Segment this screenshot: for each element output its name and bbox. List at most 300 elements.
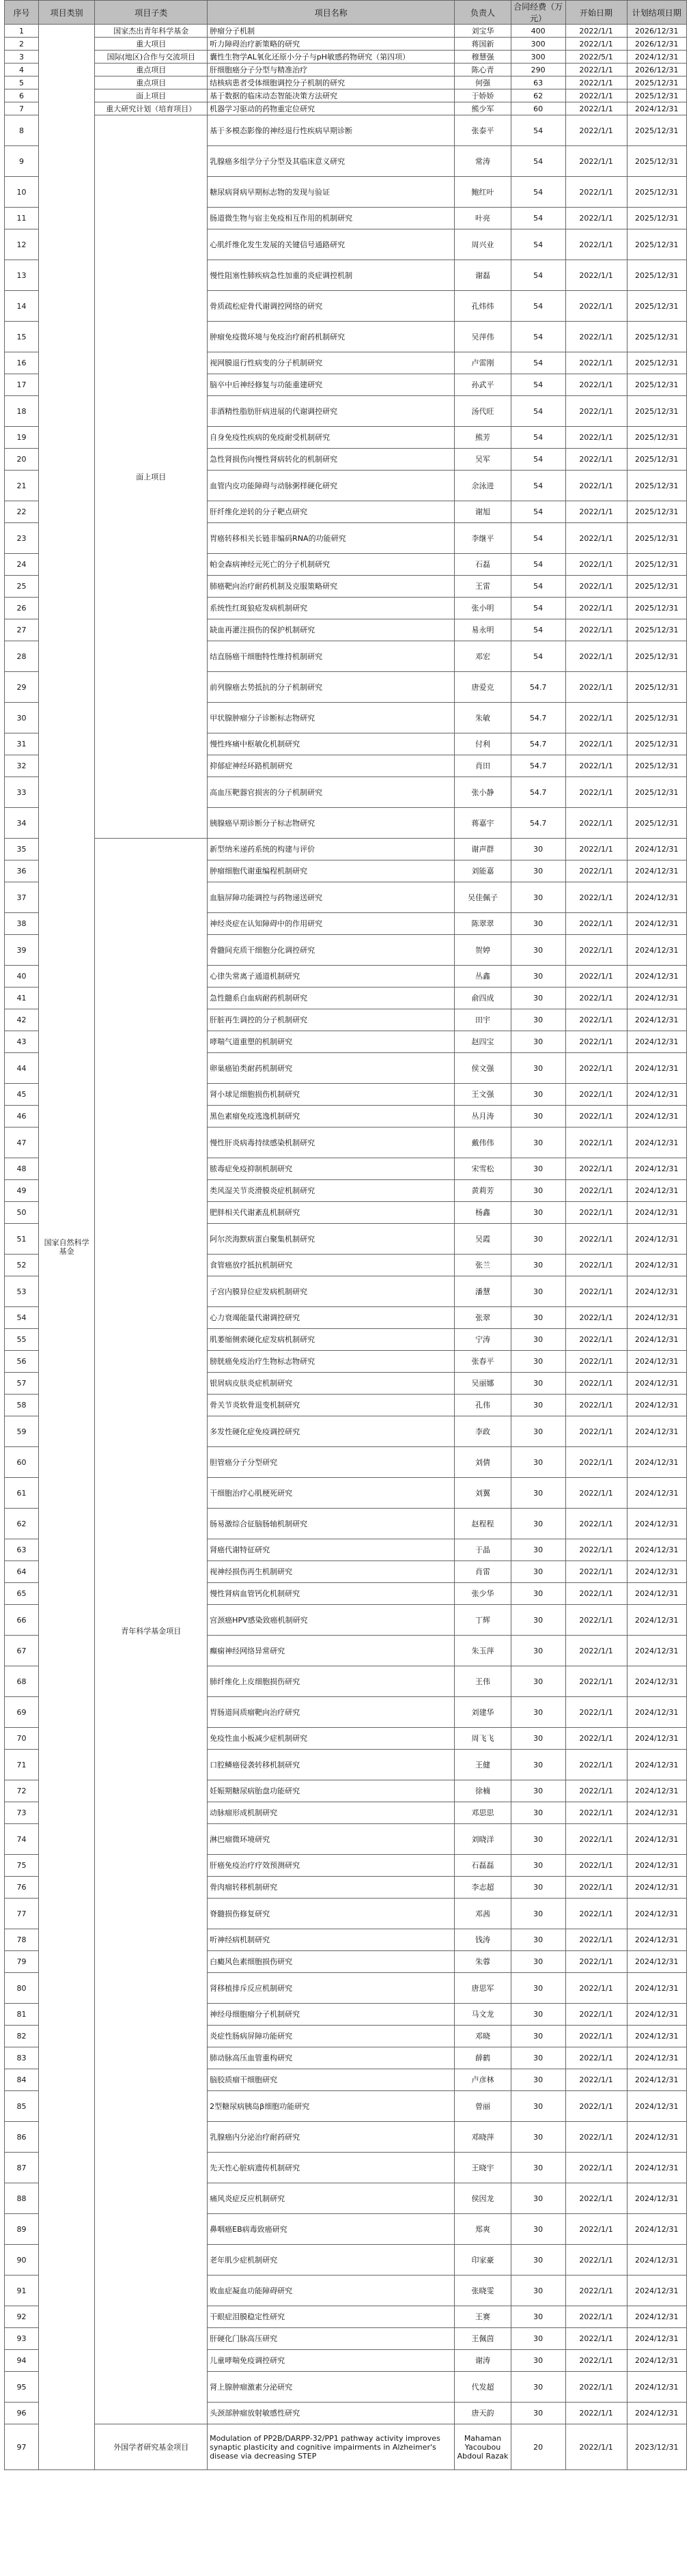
row-index: 75 bbox=[5, 1855, 39, 1877]
project-leader: 吴萍伟 bbox=[455, 322, 511, 352]
row-index: 93 bbox=[5, 2328, 39, 2350]
project-fund: 30 bbox=[511, 935, 565, 966]
row-index: 15 bbox=[5, 322, 39, 352]
project-name: 黑色素瘤免疫逃逸机制研究 bbox=[208, 1106, 455, 1128]
project-leader: 熊芳 bbox=[455, 427, 511, 449]
start-date: 2022/1/1 bbox=[565, 1255, 627, 1276]
end-date: 2025/12/31 bbox=[627, 619, 686, 641]
start-date: 2022/1/1 bbox=[565, 374, 627, 396]
project-leader: 张春平 bbox=[455, 1351, 511, 1373]
start-date: 2022/1/1 bbox=[565, 1053, 627, 1084]
row-index: 37 bbox=[5, 882, 39, 913]
start-date: 2022/1/1 bbox=[565, 1728, 627, 1750]
project-leader: 叶亮 bbox=[455, 208, 511, 229]
project-fund: 54 bbox=[511, 501, 565, 523]
project-fund: 62 bbox=[511, 89, 565, 102]
start-date: 2022/1/1 bbox=[565, 1929, 627, 1951]
start-date: 2022/1/1 bbox=[565, 1158, 627, 1180]
project-name: 口腔鳞癌侵袭转移机制研究 bbox=[208, 1750, 455, 1780]
end-date: 2024/12/31 bbox=[627, 1447, 686, 1478]
project-name: 膀胱癌免疫治疗生物标志物研究 bbox=[208, 1351, 455, 1373]
project-leader: 俞四成 bbox=[455, 988, 511, 1009]
project-leader: 张小明 bbox=[455, 598, 511, 619]
end-date: 2024/12/31 bbox=[627, 1329, 686, 1351]
project-name: 痛风炎症反应机制研究 bbox=[208, 2183, 455, 2214]
project-fund: 54 bbox=[511, 229, 565, 260]
project-name: 听力障碍治疗新策略的研究 bbox=[208, 38, 455, 51]
project-fund: 30 bbox=[511, 1276, 565, 1307]
project-fund: 30 bbox=[511, 1373, 565, 1395]
start-date: 2022/1/1 bbox=[565, 733, 627, 755]
project-name: 肾癌代谢特征研究 bbox=[208, 1539, 455, 1561]
start-date: 2022/1/1 bbox=[565, 1636, 627, 1666]
end-date: 2025/12/31 bbox=[627, 523, 686, 554]
project-leader: 刘建华 bbox=[455, 1697, 511, 1728]
start-date: 2022/1/1 bbox=[565, 966, 627, 988]
project-fund: 54 bbox=[511, 449, 565, 471]
end-date: 2024/12/31 bbox=[627, 1084, 686, 1106]
project-fund: 30 bbox=[511, 913, 565, 935]
project-name: 肿瘤免疫微环境与免疫治疗耐药机制研究 bbox=[208, 322, 455, 352]
end-date: 2024/12/31 bbox=[627, 1750, 686, 1780]
project-leader: 张兰 bbox=[455, 1255, 511, 1276]
end-date: 2024/12/31 bbox=[627, 1416, 686, 1447]
project-fund: 30 bbox=[511, 1180, 565, 1202]
start-date: 2022/1/1 bbox=[565, 396, 627, 427]
project-leader: 卢彦林 bbox=[455, 2069, 511, 2091]
row-index: 17 bbox=[5, 374, 39, 396]
end-date: 2024/12/31 bbox=[627, 1605, 686, 1636]
project-fund: 30 bbox=[511, 1802, 565, 1824]
project-name: 乳腺癌多组学分子分型及其临床意义研究 bbox=[208, 146, 455, 177]
start-date: 2022/1/1 bbox=[565, 146, 627, 177]
end-date: 2024/12/31 bbox=[627, 1307, 686, 1329]
end-date: 2025/12/31 bbox=[627, 576, 686, 598]
end-date: 2025/12/31 bbox=[627, 598, 686, 619]
project-leader: 穆慧强 bbox=[455, 51, 511, 64]
start-date: 2022/1/1 bbox=[565, 1973, 627, 2004]
header-end-date: 计划结项日期 bbox=[627, 1, 686, 25]
end-date: 2024/12/31 bbox=[627, 1509, 686, 1539]
start-date: 2022/1/1 bbox=[565, 554, 627, 576]
project-fund: 30 bbox=[511, 2350, 565, 2372]
project-fund: 54 bbox=[511, 598, 565, 619]
project-fund: 30 bbox=[511, 1395, 565, 1416]
start-date: 2022/1/1 bbox=[565, 1128, 627, 1158]
project-name: 卵巢癌铂类耐药机制研究 bbox=[208, 1053, 455, 1084]
row-index: 33 bbox=[5, 777, 39, 808]
row-index: 4 bbox=[5, 64, 39, 76]
project-leader: 李继平 bbox=[455, 523, 511, 554]
project-name: 肿瘤细胞代谢重编程机制研究 bbox=[208, 860, 455, 882]
project-leader: 李政 bbox=[455, 1416, 511, 1447]
project-fund: 30 bbox=[511, 2328, 565, 2350]
project-fund: 30 bbox=[511, 1255, 565, 1276]
project-name: 癫痫神经网络异常研究 bbox=[208, 1636, 455, 1666]
end-date: 2024/12/31 bbox=[627, 1351, 686, 1373]
project-name: 结核病患者受体细胞调控分子机制的研究 bbox=[208, 76, 455, 89]
end-date: 2025/12/31 bbox=[627, 449, 686, 471]
row-index: 97 bbox=[5, 2424, 39, 2470]
start-date: 2022/1/1 bbox=[565, 1750, 627, 1780]
end-date: 2024/12/31 bbox=[627, 1824, 686, 1855]
start-date: 2022/1/1 bbox=[565, 2004, 627, 2026]
project-name: 骨髓间充质干细胞分化调控研究 bbox=[208, 935, 455, 966]
row-index: 28 bbox=[5, 641, 39, 672]
start-date: 2022/1/1 bbox=[565, 1224, 627, 1255]
row-index: 30 bbox=[5, 703, 39, 733]
row-index: 81 bbox=[5, 2004, 39, 2026]
row-index: 64 bbox=[5, 1561, 39, 1583]
start-date: 2022/1/1 bbox=[565, 352, 627, 374]
row-index: 43 bbox=[5, 1031, 39, 1053]
project-fund: 30 bbox=[511, 2047, 565, 2069]
project-fund: 30 bbox=[511, 988, 565, 1009]
project-leader: 王佩茵 bbox=[455, 2328, 511, 2350]
project-leader: 侯文强 bbox=[455, 1053, 511, 1084]
end-date: 2024/12/31 bbox=[627, 1395, 686, 1416]
row-index: 44 bbox=[5, 1053, 39, 1084]
start-date: 2022/1/1 bbox=[565, 2276, 627, 2306]
table-row bbox=[5, 839, 687, 860]
project-fund: 30 bbox=[511, 1636, 565, 1666]
project-name: 胆管癌分子分型研究 bbox=[208, 1447, 455, 1478]
start-date: 2022/1/1 bbox=[565, 177, 627, 208]
row-index: 59 bbox=[5, 1416, 39, 1447]
row-index: 67 bbox=[5, 1636, 39, 1666]
row-index: 41 bbox=[5, 988, 39, 1009]
project-leader: 于晶 bbox=[455, 1539, 511, 1561]
start-date: 2022/1/1 bbox=[565, 1877, 627, 1899]
project-leader: 赵四宝 bbox=[455, 1031, 511, 1053]
row-index: 84 bbox=[5, 2069, 39, 2091]
project-fund: 30 bbox=[511, 2026, 565, 2047]
row-index: 86 bbox=[5, 2122, 39, 2153]
row-index: 87 bbox=[5, 2153, 39, 2183]
end-date: 2024/12/31 bbox=[627, 1583, 686, 1605]
start-date: 2022/1/1 bbox=[565, 2183, 627, 2214]
project-fund: 54 bbox=[511, 374, 565, 396]
start-date: 2022/1/1 bbox=[565, 260, 627, 291]
project-leader: 宋雪松 bbox=[455, 1158, 511, 1180]
project-name: 肺癌靶向治疗耐药机制及克服策略研究 bbox=[208, 576, 455, 598]
row-index: 14 bbox=[5, 291, 39, 322]
start-date: 2022/1/1 bbox=[565, 2122, 627, 2153]
start-date: 2022/1/1 bbox=[565, 1666, 627, 1697]
row-index: 45 bbox=[5, 1084, 39, 1106]
start-date: 2022/1/1 bbox=[565, 208, 627, 229]
row-index: 46 bbox=[5, 1106, 39, 1128]
project-leader: 李志超 bbox=[455, 1877, 511, 1899]
project-fund: 54.7 bbox=[511, 777, 565, 808]
project-fund: 30 bbox=[511, 1973, 565, 2004]
end-date: 2024/12/31 bbox=[627, 51, 686, 64]
end-date: 2024/12/31 bbox=[627, 2122, 686, 2153]
start-date: 2022/1/1 bbox=[565, 291, 627, 322]
project-fund: 63 bbox=[511, 76, 565, 89]
row-index: 29 bbox=[5, 672, 39, 703]
project-leader: 马文龙 bbox=[455, 2004, 511, 2026]
row-index: 23 bbox=[5, 523, 39, 554]
project-leader: 王文强 bbox=[455, 1084, 511, 1106]
project-name: 胰腺癌早期诊断分子标志物研究 bbox=[208, 808, 455, 839]
project-name: 机器学习驱动的药物重定位研究 bbox=[208, 102, 455, 115]
end-date: 2024/12/31 bbox=[627, 988, 686, 1009]
row-index: 60 bbox=[5, 1447, 39, 1478]
start-date: 2022/1/1 bbox=[565, 1509, 627, 1539]
project-name: 淋巴瘤微环境研究 bbox=[208, 1824, 455, 1855]
row-index: 40 bbox=[5, 966, 39, 988]
start-date: 2022/1/1 bbox=[565, 839, 627, 860]
project-name: 血脑屏障功能调控与药物递送研究 bbox=[208, 882, 455, 913]
project-subcategory: 重大项目 bbox=[95, 38, 208, 51]
start-date: 2022/1/1 bbox=[565, 501, 627, 523]
row-index: 47 bbox=[5, 1128, 39, 1158]
end-date: 2024/12/31 bbox=[627, 1899, 686, 1929]
project-fund: 54 bbox=[511, 352, 565, 374]
project-subcategory: 国际(地区)合作与交流项目 bbox=[95, 51, 208, 64]
project-leader: 邓晓萍 bbox=[455, 2122, 511, 2153]
end-date: 2024/12/31 bbox=[627, 1053, 686, 1084]
project-name: 急性肾损伤向慢性肾病转化的机制研究 bbox=[208, 449, 455, 471]
end-date: 2024/12/31 bbox=[627, 2183, 686, 2214]
start-date: 2022/1/1 bbox=[565, 777, 627, 808]
project-fund: 30 bbox=[511, 1158, 565, 1180]
end-date: 2024/12/31 bbox=[627, 935, 686, 966]
project-leader: 张晓雯 bbox=[455, 2276, 511, 2306]
end-date: 2025/12/31 bbox=[627, 641, 686, 672]
table-row bbox=[5, 76, 687, 89]
project-leader: 付利 bbox=[455, 733, 511, 755]
project-name: 帕金森病神经元死亡的分子机制研究 bbox=[208, 554, 455, 576]
project-leader: 石磊磊 bbox=[455, 1855, 511, 1877]
end-date: 2023/12/31 bbox=[627, 2424, 686, 2470]
row-index: 95 bbox=[5, 2372, 39, 2403]
end-date: 2024/12/31 bbox=[627, 1478, 686, 1509]
start-date: 2022/1/1 bbox=[565, 1009, 627, 1031]
project-name: 结直肠癌干细胞特性维持机制研究 bbox=[208, 641, 455, 672]
start-date: 2022/1/1 bbox=[565, 1697, 627, 1728]
project-name: 乳腺癌内分泌治疗耐药研究 bbox=[208, 2122, 455, 2153]
row-index: 96 bbox=[5, 2403, 39, 2424]
start-date: 2022/1/1 bbox=[565, 1202, 627, 1224]
end-date: 2024/12/31 bbox=[627, 2153, 686, 2183]
project-name: 甲状腺肿瘤分子诊断标志物研究 bbox=[208, 703, 455, 733]
project-name: 胃癌转移相关长链非编码RNA的功能研究 bbox=[208, 523, 455, 554]
end-date: 2024/12/31 bbox=[627, 1951, 686, 1973]
start-date: 2022/1/1 bbox=[565, 89, 627, 102]
project-leader: 余泳进 bbox=[455, 471, 511, 501]
project-leader: 王伟 bbox=[455, 1666, 511, 1697]
project-leader: 朱蓉 bbox=[455, 1951, 511, 1973]
project-leader: 朱敏 bbox=[455, 703, 511, 733]
start-date: 2022/1/1 bbox=[565, 1180, 627, 1202]
project-fund: 54.7 bbox=[511, 733, 565, 755]
project-fund: 54 bbox=[511, 146, 565, 177]
start-date: 2022/1/1 bbox=[565, 1447, 627, 1478]
project-name: 前列腺癌去势抵抗的分子机制研究 bbox=[208, 672, 455, 703]
project-fund: 30 bbox=[511, 1106, 565, 1128]
start-date: 2022/1/1 bbox=[565, 1307, 627, 1329]
start-date: 2022/1/1 bbox=[565, 2026, 627, 2047]
project-leader: 谢磊 bbox=[455, 260, 511, 291]
start-date: 2022/1/1 bbox=[565, 2153, 627, 2183]
start-date: 2022/1/1 bbox=[565, 598, 627, 619]
start-date: 2022/1/1 bbox=[565, 755, 627, 777]
row-index: 53 bbox=[5, 1276, 39, 1307]
project-name: 脑卒中后神经修复与功能重建研究 bbox=[208, 374, 455, 396]
row-index: 61 bbox=[5, 1478, 39, 1509]
start-date: 2022/1/1 bbox=[565, 229, 627, 260]
end-date: 2025/12/31 bbox=[627, 260, 686, 291]
end-date: 2024/12/31 bbox=[627, 102, 686, 115]
project-name: 干细胞治疗心肌梗死研究 bbox=[208, 1478, 455, 1509]
start-date: 2022/1/1 bbox=[565, 860, 627, 882]
project-leader: 陈翠翠 bbox=[455, 913, 511, 935]
project-fund: 54.7 bbox=[511, 703, 565, 733]
project-leader: 吴霞 bbox=[455, 1224, 511, 1255]
end-date: 2024/12/31 bbox=[627, 2026, 686, 2047]
project-leader: 邓茜 bbox=[455, 1899, 511, 1929]
project-leader: 侯因龙 bbox=[455, 2183, 511, 2214]
project-fund: 54 bbox=[511, 576, 565, 598]
project-name: 高血压靶器官损害的分子机制研究 bbox=[208, 777, 455, 808]
row-index: 18 bbox=[5, 396, 39, 427]
project-fund: 30 bbox=[511, 1416, 565, 1447]
end-date: 2024/12/31 bbox=[627, 1780, 686, 1802]
project-name: 系统性红斑狼疮发病机制研究 bbox=[208, 598, 455, 619]
project-leader: 吴军 bbox=[455, 449, 511, 471]
project-leader: 刘倩 bbox=[455, 1447, 511, 1478]
table-row bbox=[5, 2424, 687, 2470]
project-leader: 杨鑫 bbox=[455, 1202, 511, 1224]
project-fund: 30 bbox=[511, 1583, 565, 1605]
project-leader: 薛鹤 bbox=[455, 2047, 511, 2069]
end-date: 2024/12/31 bbox=[627, 2350, 686, 2372]
start-date: 2022/1/1 bbox=[565, 1031, 627, 1053]
project-fund: 30 bbox=[511, 1224, 565, 1255]
project-leader: 常涛 bbox=[455, 146, 511, 177]
project-fund: 54.7 bbox=[511, 755, 565, 777]
project-leader: 陈心青 bbox=[455, 64, 511, 76]
row-index: 68 bbox=[5, 1666, 39, 1697]
end-date: 2024/12/31 bbox=[627, 2276, 686, 2306]
end-date: 2024/12/31 bbox=[627, 1666, 686, 1697]
project-leader: 宁涛 bbox=[455, 1329, 511, 1351]
end-date: 2024/12/31 bbox=[627, 1728, 686, 1750]
end-date: 2025/12/31 bbox=[627, 208, 686, 229]
project-fund: 30 bbox=[511, 1855, 565, 1877]
project-fund: 54 bbox=[511, 523, 565, 554]
row-index: 25 bbox=[5, 576, 39, 598]
project-leader: 曾丽 bbox=[455, 2091, 511, 2122]
project-name: 骨质疏松症骨代谢调控网络的研究 bbox=[208, 291, 455, 322]
start-date: 2022/1/1 bbox=[565, 2047, 627, 2069]
start-date: 2022/1/1 bbox=[565, 1478, 627, 1509]
project-name: 肝纤维化逆转的分子靶点研究 bbox=[208, 501, 455, 523]
project-name: 非酒精性脂肪肝病进展的代谢调控研究 bbox=[208, 396, 455, 427]
project-fund: 30 bbox=[511, 2091, 565, 2122]
row-index: 63 bbox=[5, 1539, 39, 1561]
end-date: 2025/12/31 bbox=[627, 146, 686, 177]
project-fund: 54 bbox=[511, 260, 565, 291]
row-index: 5 bbox=[5, 76, 39, 89]
project-leader: 孔炜炜 bbox=[455, 291, 511, 322]
project-fund: 30 bbox=[511, 2004, 565, 2026]
end-date: 2024/12/31 bbox=[627, 2091, 686, 2122]
start-date: 2022/1/1 bbox=[565, 913, 627, 935]
end-date: 2025/12/31 bbox=[627, 777, 686, 808]
project-fund: 30 bbox=[511, 1351, 565, 1373]
project-name: 免疫性血小板减少症机制研究 bbox=[208, 1728, 455, 1750]
project-subcategory: 重点项目 bbox=[95, 76, 208, 89]
header-leader: 负责人 bbox=[455, 1, 511, 25]
start-date: 2022/1/1 bbox=[565, 935, 627, 966]
start-date: 2022/1/1 bbox=[565, 25, 627, 38]
project-fund: 54 bbox=[511, 115, 565, 146]
end-date: 2025/12/31 bbox=[627, 322, 686, 352]
row-index: 22 bbox=[5, 501, 39, 523]
project-name: 视神经损伤再生机制研究 bbox=[208, 1561, 455, 1583]
project-fund: 30 bbox=[511, 1899, 565, 1929]
project-fund: 300 bbox=[511, 51, 565, 64]
project-leader: 孔伟 bbox=[455, 1395, 511, 1416]
project-name: 干眼症泪膜稳定性研究 bbox=[208, 2306, 455, 2328]
end-date: 2025/12/31 bbox=[627, 177, 686, 208]
project-subcategory: 外国学者研究基金项目 bbox=[95, 2424, 208, 2470]
project-leader: 代发超 bbox=[455, 2372, 511, 2403]
end-date: 2024/12/31 bbox=[627, 1855, 686, 1877]
end-date: 2024/12/31 bbox=[627, 2306, 686, 2328]
row-index: 10 bbox=[5, 177, 39, 208]
project-name: 动脉瘤形成机制研究 bbox=[208, 1802, 455, 1824]
start-date: 2022/1/1 bbox=[565, 102, 627, 115]
project-name: 肾移植排斥反应机制研究 bbox=[208, 1973, 455, 2004]
row-index: 70 bbox=[5, 1728, 39, 1750]
project-fund: 54.7 bbox=[511, 672, 565, 703]
project-fund: 30 bbox=[511, 1929, 565, 1951]
project-leader: 张小静 bbox=[455, 777, 511, 808]
end-date: 2024/12/31 bbox=[627, 882, 686, 913]
table-container bbox=[4, 0, 687, 2470]
end-date: 2025/12/31 bbox=[627, 554, 686, 576]
row-index: 66 bbox=[5, 1605, 39, 1636]
project-leader: 王赛 bbox=[455, 2306, 511, 2328]
project-leader: 贺婷 bbox=[455, 935, 511, 966]
project-name: 肝癌免疫治疗疗效预测研究 bbox=[208, 1855, 455, 1877]
project-fund: 30 bbox=[511, 1951, 565, 1973]
project-leader: 于娇娇 bbox=[455, 89, 511, 102]
start-date: 2022/1/1 bbox=[565, 808, 627, 839]
project-leader: 邓晓 bbox=[455, 2026, 511, 2047]
end-date: 2026/12/31 bbox=[627, 25, 686, 38]
project-fund: 30 bbox=[511, 2403, 565, 2424]
project-name: 肺动脉高压血管重构研究 bbox=[208, 2047, 455, 2069]
end-date: 2025/12/31 bbox=[627, 501, 686, 523]
project-leader: 周飞飞 bbox=[455, 1728, 511, 1750]
table-row bbox=[5, 51, 687, 64]
project-leader: 黄莉芳 bbox=[455, 1180, 511, 1202]
project-fund: 30 bbox=[511, 2122, 565, 2153]
project-table bbox=[4, 0, 687, 2470]
project-fund: 30 bbox=[511, 1697, 565, 1728]
project-leader: 谢涛 bbox=[455, 2350, 511, 2372]
project-fund: 60 bbox=[511, 102, 565, 115]
project-name: 心力衰竭能量代谢调控研究 bbox=[208, 1307, 455, 1329]
start-date: 2022/1/1 bbox=[565, 115, 627, 146]
start-date: 2022/1/1 bbox=[565, 1351, 627, 1373]
start-date: 2022/1/1 bbox=[565, 1373, 627, 1395]
